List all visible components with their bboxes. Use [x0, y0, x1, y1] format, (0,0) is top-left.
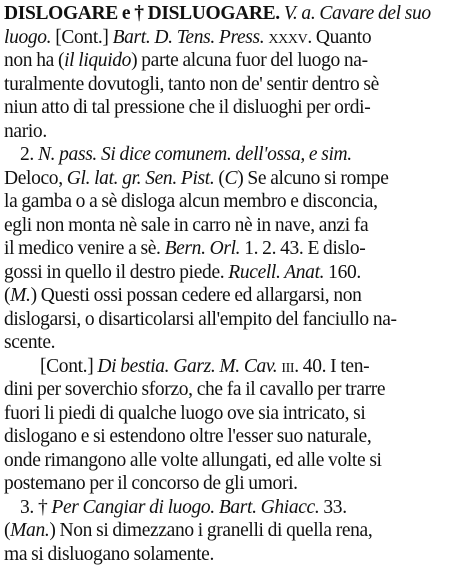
text-line: [Cont.] Di bestia. Garz. M. Cav. iii. 40. I ten-	[4, 355, 468, 379]
text-line: fuori li piedi di qualche luogo ove sia intricato, si	[4, 402, 468, 426]
text-line: scente.	[4, 331, 468, 355]
text-line: DISLOGARE e † DISLUOGARE. V. a. Cavare del suo	[4, 2, 468, 26]
text-line: turalmente dovutogli, tanto non de' sentir dentro sè	[4, 73, 468, 97]
text-line: il medico venire a sè. Bern. Orl. 1. 2. 43. E dislo-	[4, 237, 468, 261]
text-line: dini per soverchio sforzo, che fa il cavallo per trarre	[4, 378, 468, 402]
text-line: dislogano e si estendono oltre l'esser suo naturale,	[4, 425, 468, 449]
text-line: nario.	[4, 120, 468, 144]
text-line: (Man.) Non si dimezzano i granelli di quella rena,	[4, 519, 468, 543]
text-line: luogo. [Cont.] Bart. D. Tens. Press. xxxv. Quanto	[4, 26, 468, 50]
text-line: (M.) Questi ossi possan cedere ed allargarsi, non	[4, 284, 468, 308]
headword: DISLOGARE e † DISLUOGARE.	[4, 3, 280, 24]
text-line: egli non monta nè sale in carro nè in nave, anzi fa	[4, 214, 468, 238]
paragraph-3	[4, 355, 468, 496]
text-line: non ha (il liquido) parte alcuna fuor del luogo na-	[4, 49, 468, 73]
paragraph-2	[4, 143, 468, 355]
text-line: postemano per il concorso de gli umori.	[4, 472, 468, 496]
text-line: gossi in quello il destro piede. Rucell. Anat. 160.	[4, 261, 468, 285]
text-line: la gamba o a sè disloga alcun membro e disconcia,	[4, 190, 468, 214]
text-line: dislogarsi, o disarticolarsi all'empito del fanciullo na-	[4, 308, 468, 332]
paragraph-4	[4, 496, 468, 566]
paragraph-1	[4, 2, 468, 143]
text-line: ma si disluogano solamente.	[4, 543, 468, 566]
text-line: 3. † Per Cangiar di luogo. Bart. Ghiacc. 33.	[4, 496, 468, 520]
text-line: Deloco, Gl. lat. gr. Sen. Pist. (C) Se alcuno si rompe	[4, 167, 468, 191]
text-line: niun atto di tal pressione che il disluoghi per ordi-	[4, 96, 468, 120]
text-line: onde rimangono alle volte allungati, ed alle volte si	[4, 449, 468, 473]
dictionary-entry	[4, 2, 468, 566]
text-line: 2. N. pass. Si dice comunem. dell'ossa, e sim.	[4, 143, 468, 167]
